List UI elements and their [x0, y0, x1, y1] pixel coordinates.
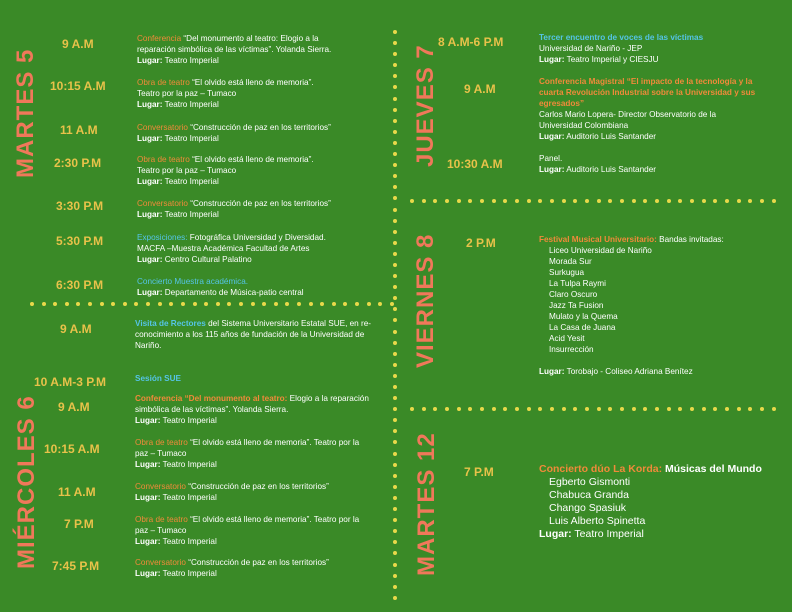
- day-label-viernes-8: VIERNES 8: [412, 233, 439, 368]
- divider-dot: [111, 302, 115, 306]
- place-label: Lugar:: [137, 56, 163, 65]
- horizontal-dotted-divider-left: [30, 301, 394, 307]
- event-item: [137, 276, 392, 298]
- divider-dot: [193, 302, 197, 306]
- event-item: [135, 393, 391, 426]
- vertical-dotted-divider: [392, 30, 398, 600]
- event-title: Festival Musical Universitario:: [539, 235, 657, 244]
- event-text: Panel.: [539, 154, 563, 163]
- divider-dot: [492, 407, 496, 411]
- divider-dot: [393, 74, 397, 78]
- divider-dot: [457, 199, 461, 203]
- artist-item: Luis Alberto Spinetta: [549, 515, 646, 527]
- divider-dot: [433, 407, 437, 411]
- event-text: Teatro por la paz – Tumaco: [137, 89, 237, 98]
- divider-dot: [393, 52, 397, 56]
- event-title: Visita de Rectores: [135, 319, 206, 328]
- divider-dot: [690, 199, 694, 203]
- divider-dot: [100, 302, 104, 306]
- divider-dot: [480, 199, 484, 203]
- divider-dot: [393, 97, 397, 101]
- divider-dot: [655, 407, 659, 411]
- time-label: 7 P.M: [64, 517, 94, 531]
- divider-dot: [320, 302, 324, 306]
- divider-dot: [585, 199, 589, 203]
- divider-dot: [737, 199, 741, 203]
- divider-dot: [445, 199, 449, 203]
- event-title: Conversatorio: [137, 123, 188, 132]
- event-item: [539, 76, 779, 142]
- divider-dot: [393, 474, 397, 478]
- event-title: Obra de teatro: [135, 438, 188, 447]
- place-value: Teatro Imperial: [162, 56, 219, 65]
- event-title: Obra de teatro: [135, 515, 188, 524]
- time-label: 2:30 P.M: [54, 156, 102, 170]
- divider-dot: [393, 485, 397, 489]
- divider-dot: [355, 302, 359, 306]
- divider-dot: [597, 407, 601, 411]
- event-text: Bandas invitadas:: [656, 235, 724, 244]
- event-text: “El olvido está lleno de memoria”. Teatro por la: [187, 438, 360, 447]
- place-value: Centro Cultural Palatino: [162, 255, 252, 264]
- divider-dot: [550, 407, 554, 411]
- band-list: [539, 245, 779, 355]
- place-label: Lugar:: [539, 165, 565, 174]
- band-item: Jazz Ta Fusion: [549, 301, 604, 310]
- event-item: [539, 463, 784, 541]
- divider-dot: [393, 85, 397, 89]
- place-value: Auditorio Luis Santander: [564, 132, 656, 141]
- divider-dot: [515, 407, 519, 411]
- divider-dot: [393, 219, 397, 223]
- event-title: egresados”: [539, 99, 585, 108]
- divider-dot: [515, 199, 519, 203]
- divider-dot: [608, 407, 612, 411]
- event-title: cuarta Revolución Industrial sobre la Universidad y sus: [539, 88, 756, 97]
- place-value: Teatro Imperial: [162, 100, 219, 109]
- divider-dot: [393, 330, 397, 334]
- time-label: 6:30 P.M: [56, 278, 104, 292]
- place-label: Lugar:: [135, 569, 161, 578]
- place-label: Lugar:: [539, 367, 565, 376]
- divider-dot: [251, 302, 255, 306]
- divider-dot: [134, 302, 138, 306]
- divider-dot: [393, 352, 397, 356]
- divider-dot: [393, 119, 397, 123]
- divider-dot: [393, 130, 397, 134]
- divider-dot: [393, 185, 397, 189]
- place-value: Teatro Imperial: [571, 528, 644, 540]
- place-label: Lugar:: [137, 134, 163, 143]
- divider-dot: [393, 252, 397, 256]
- place-value: Teatro Imperial: [160, 460, 217, 469]
- place-value: Departamento de Música-patio central: [162, 288, 304, 297]
- divider-dot: [42, 302, 46, 306]
- divider-dot: [274, 302, 278, 306]
- event-text: “El olvido está lleno de memoria”.: [189, 78, 314, 87]
- divider-dot: [30, 302, 34, 306]
- event-title: Concierto Muestra académica.: [137, 277, 249, 286]
- divider-dot: [527, 199, 531, 203]
- artist-item: Egberto Gismonti: [549, 476, 631, 488]
- event-title: Obra de teatro: [137, 78, 190, 87]
- event-text: del Sistema Universitario Estatal SUE, en re-: [205, 319, 372, 328]
- time-label: 7 P.M: [464, 465, 494, 479]
- divider-dot: [667, 407, 671, 411]
- divider-dot: [480, 407, 484, 411]
- divider-dot: [643, 407, 647, 411]
- divider-dot: [393, 585, 397, 589]
- band-item: Insurrección: [549, 345, 594, 354]
- band-item: Mulato y la Quema: [549, 312, 618, 321]
- place-value: Teatro Imperial: [160, 416, 217, 425]
- event-title: Conferencia Magistral “El impacto de la tecnología y la: [539, 77, 753, 86]
- event-item: [539, 153, 779, 175]
- divider-dot: [393, 230, 397, 234]
- event-text: “Del monumento al teatro: Elogio a la: [181, 34, 319, 43]
- divider-dot: [393, 540, 397, 544]
- event-item: [135, 318, 391, 351]
- divider-dot: [393, 440, 397, 444]
- divider-dot: [713, 199, 717, 203]
- event-text: Elogio a la reparación: [287, 394, 369, 403]
- divider-dot: [725, 199, 729, 203]
- event-title: Concierto dúo La Korda:: [539, 463, 663, 475]
- time-label: 11 A.M: [58, 485, 96, 499]
- divider-dot: [309, 302, 313, 306]
- event-item: [135, 373, 391, 384]
- place-label: Lugar:: [137, 177, 163, 186]
- divider-dot: [410, 199, 414, 203]
- event-item: [135, 514, 391, 547]
- event-item: [137, 198, 392, 220]
- divider-dot: [632, 199, 636, 203]
- place-value: Torobajo - Coliseo Adriana Benítez: [564, 367, 693, 376]
- divider-dot: [169, 302, 173, 306]
- divider-dot: [748, 199, 752, 203]
- divider-dot: [393, 496, 397, 500]
- time-label: 10:30 A.M: [447, 157, 503, 171]
- day-label-jueves-7: JUEVES 7: [412, 44, 439, 167]
- divider-dot: [527, 407, 531, 411]
- band-item: Morada Sur: [549, 257, 592, 266]
- time-label: 9 A.M: [464, 82, 496, 96]
- divider-dot: [585, 407, 589, 411]
- divider-dot: [332, 302, 336, 306]
- event-title: Obra de teatro: [137, 155, 190, 164]
- place-value: Teatro Imperial: [160, 537, 217, 546]
- event-item: [539, 32, 779, 65]
- divider-dot: [53, 302, 57, 306]
- divider-dot: [393, 196, 397, 200]
- divider-dot: [393, 30, 397, 34]
- event-title: Conversatorio: [137, 199, 188, 208]
- divider-dot: [393, 418, 397, 422]
- divider-dot: [393, 274, 397, 278]
- divider-dot: [393, 596, 397, 600]
- divider-dot: [393, 463, 397, 467]
- divider-dot: [702, 407, 706, 411]
- divider-dot: [643, 199, 647, 203]
- place-label: Lugar:: [135, 460, 161, 469]
- place-label: Lugar:: [135, 493, 161, 502]
- divider-dot: [393, 518, 397, 522]
- divider-dot: [620, 199, 624, 203]
- event-text: Carlos Mario Lopera- Director Observatorio de la: [539, 110, 717, 119]
- divider-dot: [393, 41, 397, 45]
- divider-dot: [550, 199, 554, 203]
- event-item: [137, 33, 392, 66]
- event-item: [135, 557, 391, 579]
- time-label: 5:30 P.M: [56, 234, 104, 248]
- divider-dot: [393, 285, 397, 289]
- horizontal-dotted-divider-right-top: [410, 198, 776, 204]
- event-text: Fotográfica Universidad y Diversidad.: [187, 233, 326, 242]
- time-label: 2 P.M: [466, 236, 496, 250]
- place-value: Teatro Imperial: [162, 134, 219, 143]
- event-text: “Construcción de paz en los territorios”: [185, 482, 329, 491]
- time-label: 10:15 A.M: [50, 79, 106, 93]
- divider-dot: [492, 199, 496, 203]
- event-text: Universidad de Nariño - JEP: [539, 44, 643, 53]
- divider-dot: [393, 529, 397, 533]
- horizontal-dotted-divider-right-bottom: [410, 406, 776, 412]
- divider-dot: [393, 152, 397, 156]
- time-label: 11 A.M: [60, 123, 98, 137]
- event-item: [135, 481, 391, 503]
- place-value: Auditorio Luis Santander: [564, 165, 656, 174]
- divider-dot: [393, 263, 397, 267]
- divider-dot: [713, 407, 717, 411]
- event-item: [135, 437, 391, 470]
- event-text: Nariño.: [135, 341, 162, 350]
- event-title: Conversatorio: [135, 482, 186, 491]
- divider-dot: [393, 296, 397, 300]
- place-label: Lugar:: [539, 132, 565, 141]
- event-text: “Construcción de paz en los territorios”: [187, 199, 331, 208]
- divider-dot: [678, 199, 682, 203]
- divider-dot: [227, 302, 231, 306]
- place-value: Teatro Imperial: [160, 493, 217, 502]
- divider-dot: [468, 407, 472, 411]
- artist-list: [539, 476, 784, 528]
- event-text: paz – Tumaco: [135, 526, 187, 535]
- place-label: Lugar:: [135, 537, 161, 546]
- time-label: 9 A.M: [58, 400, 90, 414]
- divider-dot: [393, 208, 397, 212]
- event-text: “Construcción de paz en los territorios”: [187, 123, 331, 132]
- divider-dot: [737, 407, 741, 411]
- divider-dot: [393, 174, 397, 178]
- event-item: [539, 234, 779, 377]
- divider-dot: [655, 199, 659, 203]
- divider-dot: [367, 302, 371, 306]
- divider-dot: [457, 407, 461, 411]
- divider-dot: [503, 407, 507, 411]
- divider-dot: [422, 407, 426, 411]
- place-label: Lugar:: [137, 288, 163, 297]
- divider-dot: [573, 407, 577, 411]
- band-item: Surkugua: [549, 268, 585, 277]
- event-title: Exposiciones:: [137, 233, 188, 242]
- divider-dot: [702, 199, 706, 203]
- time-label: 7:45 P.M: [52, 559, 100, 573]
- divider-dot: [562, 199, 566, 203]
- divider-dot: [262, 302, 266, 306]
- event-title: Conversatorio: [135, 558, 186, 567]
- event-text: Músicas del Mundo: [662, 463, 762, 475]
- divider-dot: [393, 385, 397, 389]
- divider-dot: [772, 407, 776, 411]
- divider-dot: [88, 302, 92, 306]
- divider-dot: [748, 407, 752, 411]
- band-item: La Casa de Juana: [549, 323, 616, 332]
- place-label: Lugar:: [137, 255, 163, 264]
- divider-dot: [538, 407, 542, 411]
- band-item: Acid Yesit: [549, 334, 585, 343]
- event-title: Sesión SUE: [135, 374, 181, 383]
- divider-dot: [181, 302, 185, 306]
- divider-dot: [393, 241, 397, 245]
- divider-dot: [393, 452, 397, 456]
- divider-dot: [393, 307, 397, 311]
- time-label: 8 A.M-6 P.M: [438, 35, 504, 49]
- divider-dot: [378, 302, 382, 306]
- divider-dot: [503, 199, 507, 203]
- divider-dot: [393, 108, 397, 112]
- divider-dot: [690, 407, 694, 411]
- divider-dot: [445, 407, 449, 411]
- divider-dot: [393, 63, 397, 67]
- divider-dot: [393, 341, 397, 345]
- divider-dot: [573, 199, 577, 203]
- place-label: Lugar:: [539, 528, 572, 540]
- divider-dot: [285, 302, 289, 306]
- divider-dot: [297, 302, 301, 306]
- event-item: [137, 232, 392, 265]
- time-label: 10 A.M-3 P.M: [34, 375, 107, 389]
- divider-dot: [393, 551, 397, 555]
- place-label: Lugar:: [137, 100, 163, 109]
- divider-dot: [146, 302, 150, 306]
- event-item: [137, 154, 392, 187]
- place-value: Teatro Imperial: [162, 177, 219, 186]
- divider-dot: [393, 429, 397, 433]
- divider-dot: [393, 396, 397, 400]
- day-label-martes-12: MARTES 12: [413, 432, 440, 576]
- divider-dot: [667, 199, 671, 203]
- event-text: Universidad Colombiana: [539, 121, 629, 130]
- divider-dot: [158, 302, 162, 306]
- event-title: Conferencia: [137, 34, 182, 43]
- band-item: Claro Oscuro: [549, 290, 598, 299]
- divider-dot: [772, 199, 776, 203]
- divider-dot: [343, 302, 347, 306]
- artist-item: Chabuca Granda: [549, 489, 629, 501]
- event-text: “El olvido está lleno de memoria”.: [189, 155, 314, 164]
- divider-dot: [393, 574, 397, 578]
- day-label-martes-5: MARTES 5: [12, 48, 39, 178]
- divider-dot: [760, 199, 764, 203]
- time-label: 9 A.M: [62, 37, 94, 51]
- event-text: “Construcción de paz en los territorios”: [185, 558, 329, 567]
- divider-dot: [538, 199, 542, 203]
- divider-dot: [393, 141, 397, 145]
- divider-dot: [65, 302, 69, 306]
- event-text: “El olvido está lleno de memoria”. Teatro por la: [187, 515, 360, 524]
- place-value: Teatro Imperial: [162, 210, 219, 219]
- divider-dot: [422, 199, 426, 203]
- event-text: MACFA –Muestra Académica Facultad de Artes: [137, 244, 310, 253]
- day-label-miercoles-6: MIÉRCOLES 6: [13, 395, 40, 569]
- divider-dot: [123, 302, 127, 306]
- band-item: La Tulpa Raymi: [549, 279, 606, 288]
- event-text: paz – Tumaco: [135, 449, 187, 458]
- divider-dot: [562, 407, 566, 411]
- time-label: 3:30 P.M: [56, 199, 104, 213]
- divider-dot: [204, 302, 208, 306]
- divider-dot: [393, 363, 397, 367]
- divider-dot: [632, 407, 636, 411]
- divider-dot: [597, 199, 601, 203]
- artist-item: Chango Spasiuk: [549, 502, 627, 514]
- divider-dot: [725, 407, 729, 411]
- place-label: Lugar:: [135, 416, 161, 425]
- divider-dot: [239, 302, 243, 306]
- event-text: Teatro por la paz – Tumaco: [137, 166, 237, 175]
- event-item: [137, 122, 392, 144]
- band-item: Liceo Universidad de Nariño: [549, 246, 652, 255]
- divider-dot: [390, 302, 394, 306]
- divider-dot: [393, 507, 397, 511]
- event-text: simbólica de las víctimas”. Yolanda Sierra.: [135, 405, 289, 414]
- divider-dot: [393, 163, 397, 167]
- divider-dot: [76, 302, 80, 306]
- divider-dot: [468, 199, 472, 203]
- event-title: Conferencia “Del monumento al teatro:: [135, 394, 288, 403]
- event-item: [137, 77, 392, 110]
- divider-dot: [393, 374, 397, 378]
- place-value: Teatro Imperial: [160, 569, 217, 578]
- divider-dot: [393, 318, 397, 322]
- place-value: Teatro Imperial y CIESJU: [564, 55, 659, 64]
- divider-dot: [216, 302, 220, 306]
- event-text: conocimiento a los 115 años de fundación de la Universidad de: [135, 330, 365, 339]
- place-label: Lugar:: [137, 210, 163, 219]
- time-label: 10:15 A.M: [44, 442, 100, 456]
- divider-dot: [393, 563, 397, 567]
- divider-dot: [393, 407, 397, 411]
- time-label: 9 A.M: [60, 322, 92, 336]
- divider-dot: [760, 407, 764, 411]
- divider-dot: [620, 407, 624, 411]
- divider-dot: [410, 407, 414, 411]
- place-label: Lugar:: [539, 55, 565, 64]
- divider-dot: [678, 407, 682, 411]
- event-text: reparación simbólica de las víctimas”. Yolanda Sierra.: [137, 45, 332, 54]
- divider-dot: [608, 199, 612, 203]
- divider-dot: [433, 199, 437, 203]
- event-title: Tercer encuentro de voces de las víctimas: [539, 33, 704, 42]
